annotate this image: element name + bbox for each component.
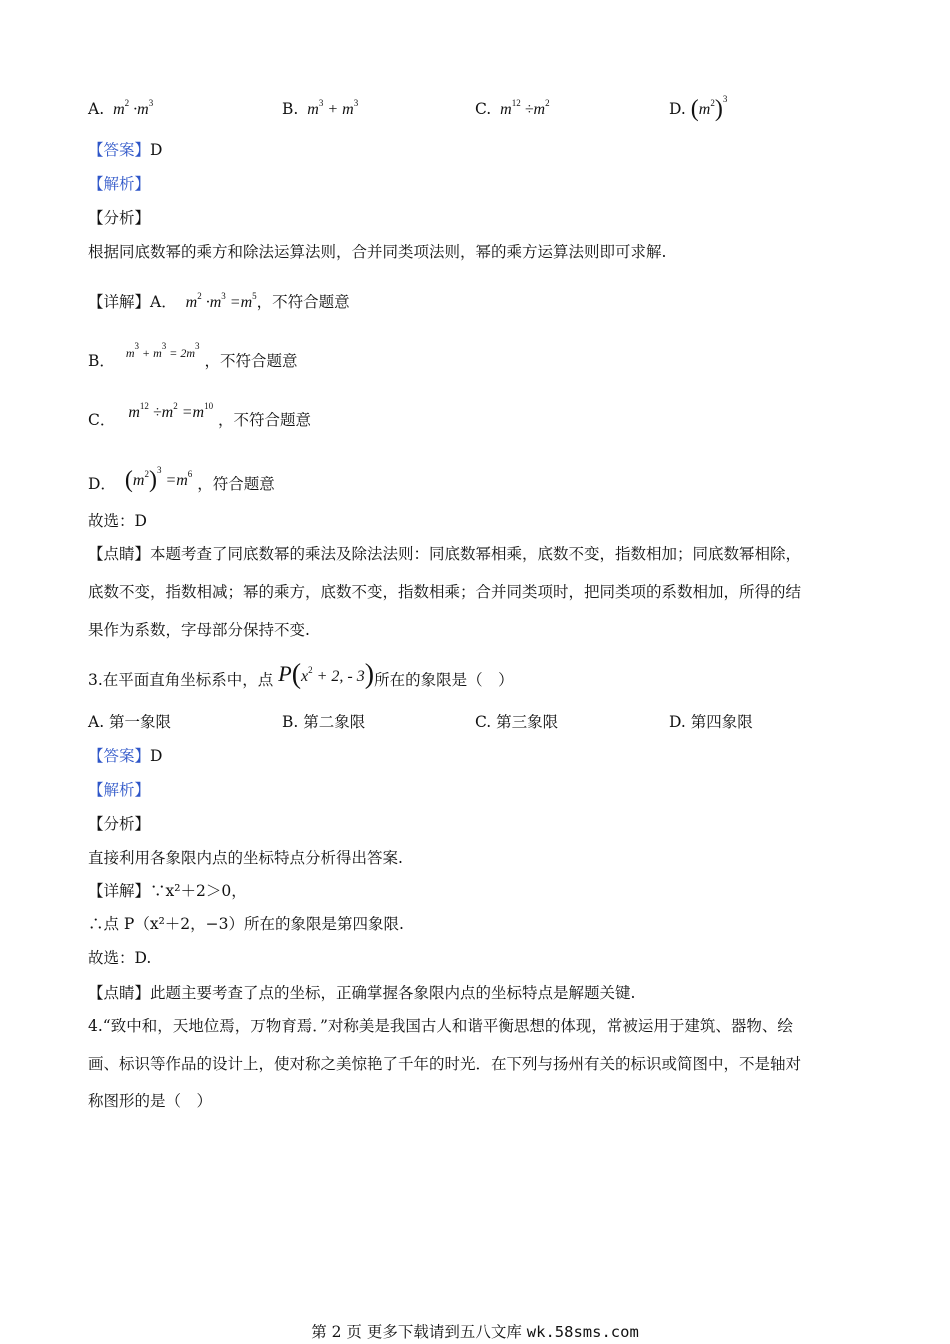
detail-c — [88, 403, 311, 432]
math-expression: $(m^2)^3 =m^6$ — [124, 465, 193, 493]
dianjing-text: 本题考查了同底数幂的乘法及除法法则：同底数幂相乘，底数不变，指数相加；同底数幂相除， — [150, 545, 802, 563]
option-letter: B. — [282, 100, 299, 118]
detail-tail: ，不符合题意 — [218, 411, 312, 429]
dianjing-tag: 【点睛】 — [88, 984, 151, 1002]
q3-detail-line-1 — [88, 880, 247, 902]
stem-text: 所在的象限是（ ） — [374, 671, 514, 689]
detail-tag: 【详解】 — [88, 882, 151, 900]
fenxi-tag: 【分析】 — [88, 209, 151, 227]
option-letter: C. — [475, 100, 492, 118]
math-expression: m3 + m3 = 2m3 — [125, 341, 200, 360]
q3-fenxi-text: 直接利用各象限内点的坐标特点分析得出答案. — [88, 849, 403, 867]
fenxi-text: 根据同底数幂的乘方和除法运算法则，合并同类项法则，幂的乘方运算法则即可求解. — [88, 243, 667, 261]
math-expression: $m^3 + m^3$ — [307, 98, 359, 118]
q3-answer-line — [88, 745, 162, 767]
detail-a — [88, 285, 350, 314]
detail-tag: 【详解】 — [88, 293, 151, 311]
q4-stem-line-3: 称图形的是（ ） — [88, 1092, 213, 1110]
math-expression: $(m^2)^3$ — [690, 94, 728, 122]
q3-dianjing-line — [88, 982, 635, 1004]
dianjing-tag: 【点睛】 — [88, 545, 151, 563]
q3-analysis-tag: 【解析】 — [88, 781, 151, 799]
detail-d — [88, 463, 275, 496]
q4-stem-line-2: 画、标识等作品的设计上，使对称之美惊艳了千年的时光．在下列与扬州有关的标识或简图中，不是轴对 — [88, 1055, 802, 1073]
option-b — [282, 92, 358, 121]
math-expression: $m^2 \cdot m^3$ — [113, 98, 154, 118]
choose-line: 故选：D — [88, 512, 147, 530]
math-expression: $m^{12} \div m^2 =m^{10}$ — [128, 401, 214, 421]
q4-stem-line-1: 4.“致中和，天地位焉，万物育焉．”对称美是我国古人和谐平衡思想的体现，常被运用于建筑、器物、绘 — [88, 1017, 793, 1035]
detail-letter: D． — [88, 475, 116, 493]
point-expression: $P(x^2 + 2$, - 3) — [278, 659, 375, 690]
stem-text: 3.在平面直角坐标系中，点 — [88, 671, 274, 689]
q3-choose-line: 故选：D. — [88, 949, 152, 967]
answer-tag: 【答案】 — [88, 141, 151, 159]
footer-site: wk.58sms.com — [526, 1323, 639, 1341]
answer-value: D — [150, 141, 163, 159]
option-d — [669, 88, 727, 121]
option-letter: D. — [669, 100, 686, 118]
detail-tail: ，不符合题意 — [256, 293, 350, 311]
dianjing-line-1 — [88, 543, 801, 565]
answer-tag: 【答案】 — [88, 747, 151, 765]
math-expression: $m^{12} \div m^2$ — [500, 98, 550, 118]
option-a — [88, 92, 153, 121]
q3-fenxi-tag: 【分析】 — [88, 815, 151, 833]
detail-tail: ，符合题意 — [197, 475, 275, 493]
q3-stem — [88, 659, 514, 692]
option-letter: A. — [88, 100, 105, 118]
dianjing-line-3: 果作为系数，字母部分保持不变. — [88, 621, 310, 639]
answer-line — [88, 139, 162, 161]
q3-option-a: A. 第一象限 — [88, 713, 172, 731]
dianjing-line-2: 底数不变，指数相减；幂的乘方，底数不变，指数相乘；合并同类项时，把同类项的系数相加，所得的结 — [88, 583, 802, 601]
detail-b — [88, 341, 298, 373]
detail-letter: C． — [88, 411, 116, 429]
answer-value: D — [150, 747, 163, 765]
footer-text: 第 2 页 更多下载请到五八文库 — [311, 1323, 522, 1341]
math-expression: $m^2 \cdot m^3 =m^5$ — [185, 291, 257, 311]
dianjing-text: 此题主要考查了点的坐标，正确掌握各象限内点的坐标特点是解题关键. — [150, 984, 636, 1002]
detail-text: ∵x²＋2＞0， — [150, 882, 247, 900]
q3-option-c: C. 第三象限 — [475, 713, 559, 731]
page-footer — [0, 1322, 950, 1342]
q3-detail-line-2: ∴点 P（x²＋2，−3）所在的象限是第四象限. — [88, 915, 404, 933]
detail-letter: B． — [88, 352, 115, 370]
detail-tail: ，不符合题意 — [204, 352, 298, 370]
option-c — [475, 92, 550, 121]
q3-option-d: D. 第四象限 — [669, 713, 753, 731]
q3-option-b: B. 第二象限 — [282, 713, 366, 731]
analysis-tag: 【解析】 — [88, 175, 151, 193]
detail-letter: A． — [150, 293, 177, 311]
